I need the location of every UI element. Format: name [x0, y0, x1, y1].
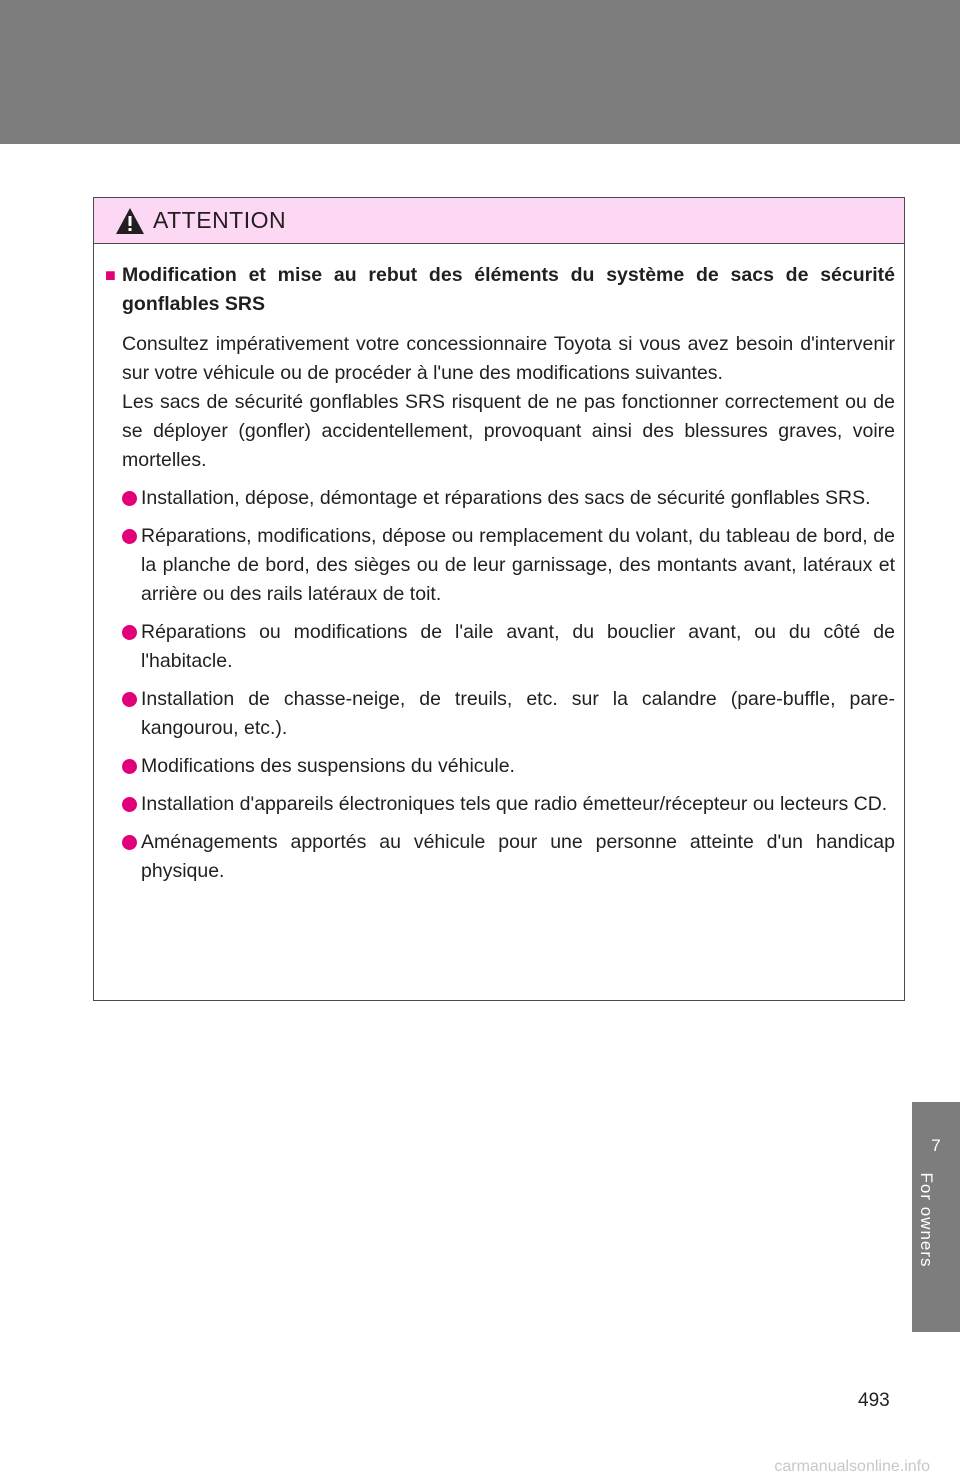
section-heading-text: Modification et mise au rebut des éléments du système de sacs de sécurité gonflables SRS [122, 264, 895, 315]
list-item [122, 685, 895, 743]
page-number: 493 [858, 1390, 890, 1411]
caution-box [93, 197, 905, 1001]
caution-header [94, 198, 904, 244]
list-item [122, 618, 895, 676]
caution-title: ATTENTION [153, 207, 287, 233]
watermark: carmanualsonline.info [774, 1458, 930, 1475]
caution-body [94, 244, 904, 886]
list-item-text: Modifications des suspensions du véhicule. [141, 755, 515, 777]
bullet-dot-icon [122, 618, 141, 676]
list-item-text: Installation d'appareils électroniques tels que radio émetteur/récepteur ou lecteurs CD. [141, 793, 888, 815]
list-item-text: Aménagements apportés au véhicule pour une personne atteinte d'un handicap physique. [141, 831, 895, 882]
chapter-label: For owners [917, 1172, 936, 1268]
bullet-dot-icon [122, 752, 141, 781]
list-item [122, 790, 895, 819]
list-item-text: Réparations, modifications, dépose ou remplacement du volant, du tableau de bord, de la planche de bord, des sièges ou de leur garnissage, des montants avant, latéraux et arrière ou des rails latéraux de toit. [141, 525, 895, 605]
warning-triangle-icon [115, 207, 145, 235]
square-bullet-icon: ■ [105, 265, 116, 285]
bullet-dot-icon [122, 522, 141, 609]
bullet-dot-icon [122, 828, 141, 886]
paragraph-intro: Consultez impérativement votre concessionnaire Toyota si vous avez besoin d'intervenir sur votre véhicule ou de procéder à l'une des modifications suivantes. [122, 333, 895, 384]
list-item [122, 828, 895, 886]
top-header-band [0, 0, 960, 144]
list-item-text: Installation de chasse-neige, de treuils, etc. sur la calandre (pare-buffle, pare-kangourou, etc.). [141, 688, 895, 739]
list-item [122, 752, 895, 781]
list-item [122, 484, 895, 513]
bullet-dot-icon [122, 484, 141, 513]
paragraph-warning: Les sacs de sécurité gonflables SRS risquent de ne pas fonctionner correctement ou de se déployer (gonfler) accidentellement, provoquant ainsi des blessures graves, voire mortelles. [122, 391, 895, 471]
modification-list [105, 484, 895, 886]
bullet-dot-icon [122, 685, 141, 743]
list-item [122, 522, 895, 609]
list-item-text: Réparations ou modifications de l'aile avant, du bouclier avant, ou du côté de l'habitacle. [141, 621, 895, 672]
list-item-text: Installation, dépose, démontage et réparations des sacs de sécurité gonflables SRS. [141, 487, 871, 509]
section-heading [105, 261, 895, 319]
chapter-number: 7 [931, 1136, 941, 1155]
bullet-dot-icon [122, 790, 141, 819]
